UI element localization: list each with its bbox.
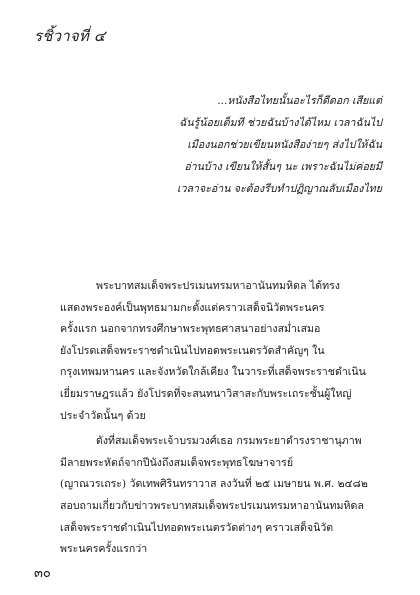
epigraph-quote	[100, 90, 382, 200]
body-line: พระบาทสมเด็จพระปรเมนทรมหาอานันทมหิดล ได้ทรง	[96, 280, 340, 292]
body-line: (ญาณวรเถระ) วัดเทพศิรินทราวาส ลงวันที่ ๒๕ เมษายน พ.ศ. ๒๔๘๒	[60, 478, 368, 491]
body-line: เสด็จพระราชดำเนินไปทอดพระเนตรวัดต่างๆ คราวเสด็จนิวัต	[60, 521, 334, 534]
body-line: แสดงพระองค์เป็นพุทธมามกะตั้งแต่คราวเสด็จนิวัตพระนคร	[60, 301, 325, 314]
quote-line: อ่านบ้าง เขียนให้สั้นๆ นะ เพราะฉันไม่ค่อยมี	[184, 161, 382, 173]
quote-line: เวลาจะอ่าน จะต้องรีบทำปฏิญาณลับเมืองไทย	[176, 183, 382, 195]
body-text	[60, 276, 395, 561]
body-line: มีลายพระหัตถ์จากปีนังถึงสมเด็จพระพุทธโฆษาจารย์	[60, 456, 294, 469]
body-line: เยี่ยมราษฎรแล้ว ยังโปรดที่จะสนทนาวิสาสะกับพระเถระชั้นผู้ใหญ่	[60, 387, 352, 400]
body-line: ประจำวัดนั้นๆ ด้วย	[60, 409, 146, 422]
quote-line: ฉันรู้น้อยเต็มที ช่วยฉันบ้างได้ไหม เวลาฉันไป	[179, 117, 382, 129]
chapter-label: รชิ้วาจที่ ๔	[34, 27, 106, 45]
body-line: กรุงเทพมหานคร และจังหวัดใกล้เคียง ในวาระที่เสด็จพระราชดำเนิน	[60, 366, 366, 379]
paragraph-1	[60, 276, 395, 427]
body-line: สอบถามเกี่ยวกับข่าวพระบาทสมเด็จพระปรเมนทรมหาอานันทมหิดล	[60, 499, 364, 512]
quote-line: ...หนังสือไทยนั้นอะไรก็ดีดอก เสียแต่	[217, 95, 382, 107]
body-line: ยังโปรดเสด็จพระราชดำเนินไปทอดพระเนตรวัดสำคัญๆ ใน	[60, 344, 325, 357]
paragraph-2	[60, 431, 395, 561]
quote-line: เมืองนอกช่วยเขียนหนังสือง่ายๆ ส่งไปให้ฉัน	[187, 139, 382, 151]
page-number: ๓๐	[34, 566, 51, 581]
body-line: พระนครครั้งแรกว่า	[60, 543, 148, 556]
body-line: ดังที่สมเด็จพระเจ้าบรมวงศ์เธอ กรมพระยาดำรงราชานุภาพ	[96, 435, 362, 448]
body-line: ครั้งแรก นอกจากทรงศึกษาพระพุทธศาสนาอย่างสม่ำเสมอ	[60, 323, 321, 336]
